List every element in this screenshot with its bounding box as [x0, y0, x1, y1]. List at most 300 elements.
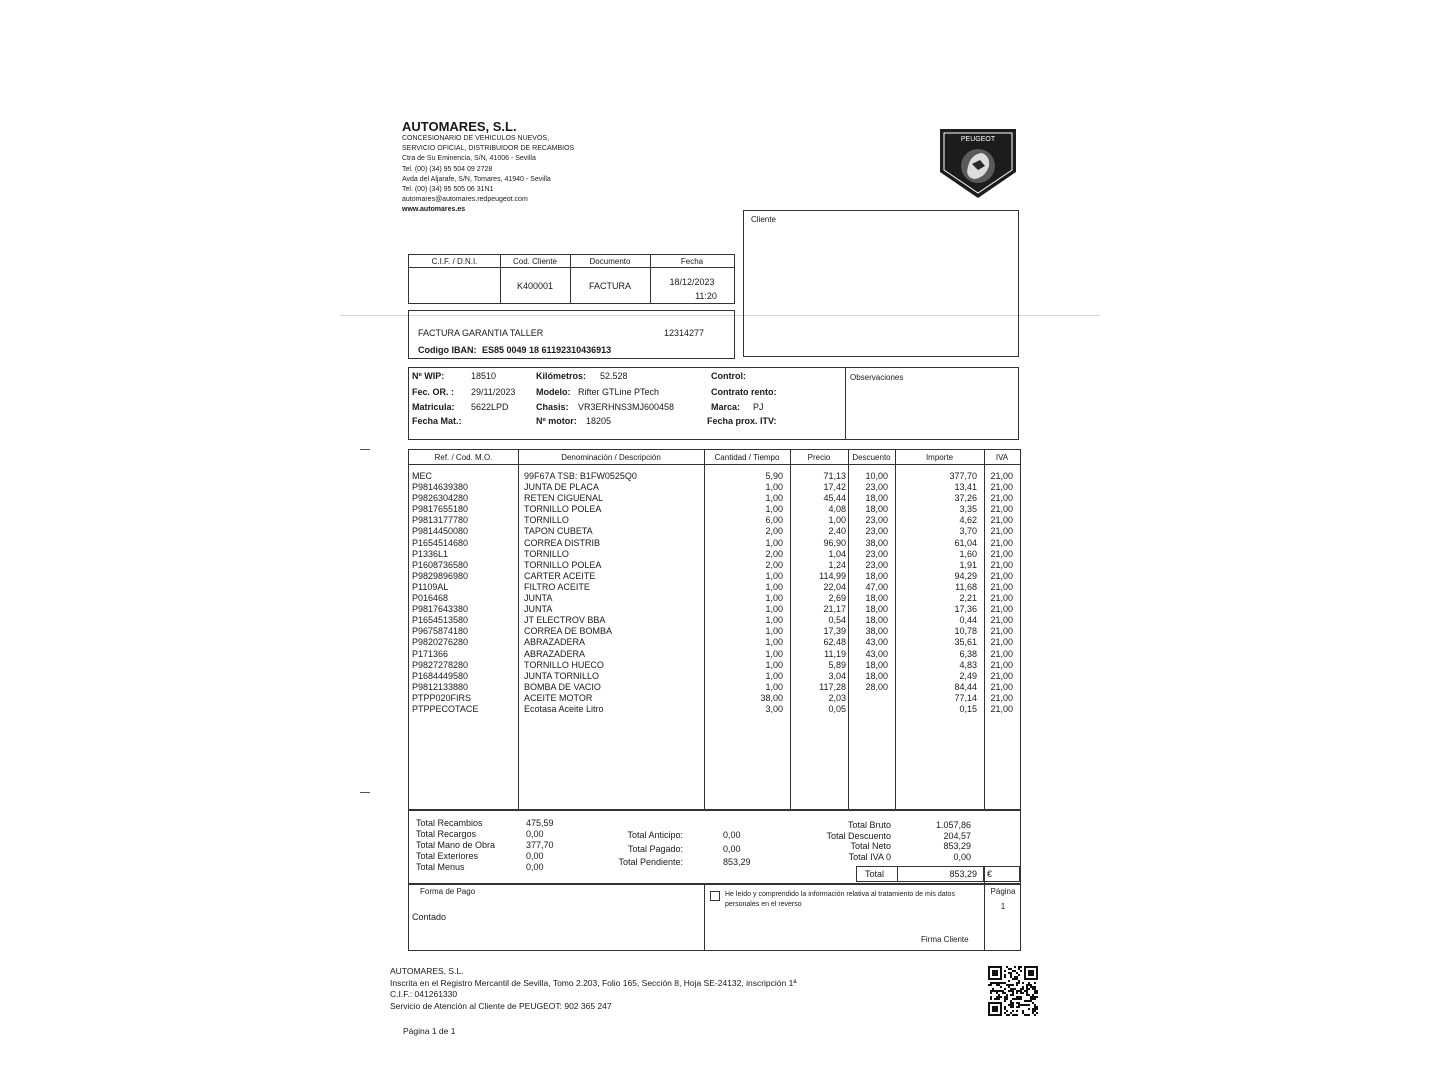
totals-row — [416, 862, 566, 873]
qr-module — [998, 998, 1000, 1000]
cell-desc: 99F67A TSB: B1FW0525Q0 — [524, 471, 637, 481]
cell-imp: 0,44 — [959, 615, 977, 626]
qr-module — [1006, 966, 1008, 968]
total-value: 853,29 — [949, 869, 977, 879]
totals-row — [416, 818, 566, 829]
modelo-label: Modelo: — [536, 387, 571, 397]
cell-imp: 94,29 — [954, 570, 977, 581]
cell-ref: P9820276280 — [412, 637, 469, 648]
cell-qty: 1,00 — [765, 593, 783, 604]
qr-module — [1034, 1006, 1036, 1008]
footer-line: AUTOMARES, S.L. — [390, 966, 464, 976]
qr-module — [1004, 974, 1006, 976]
cell-price: 71,13 — [823, 471, 846, 481]
column-imp — [897, 471, 977, 715]
cell-qty: 1,00 — [765, 648, 783, 659]
iban-label: Codigo IBAN: — [418, 345, 477, 355]
cell-ref: MEC — [412, 471, 432, 481]
qr-module — [1020, 992, 1022, 994]
cell-ref: P9675874180 — [412, 626, 469, 637]
invoice-type-title: FACTURA GARANTIA TALLER — [418, 328, 544, 338]
qr-module — [992, 988, 994, 990]
qr-module — [1008, 968, 1010, 970]
cell-qty: 38,00 — [760, 692, 783, 703]
cell-imp: 1,60 — [959, 548, 977, 559]
qr-module — [1024, 1014, 1026, 1016]
cell-qty: 1,00 — [765, 681, 783, 692]
qr-module — [994, 990, 996, 992]
qr-module — [1036, 990, 1038, 992]
cell-desc: TORNILLO — [524, 548, 569, 559]
cell-imp: 35,61 — [954, 637, 977, 648]
firma-label: Firma Cliente — [921, 935, 969, 944]
qr-module — [1008, 990, 1010, 992]
cell-price: 62,48 — [823, 637, 846, 648]
cell-imp: 84,44 — [954, 681, 977, 692]
cell-imp: 1,91 — [959, 559, 977, 570]
qr-module — [1010, 1012, 1012, 1014]
totals-right — [789, 820, 979, 862]
qr-module — [1012, 984, 1014, 986]
totals-value: 0,00 — [723, 830, 741, 840]
qr-module — [1000, 990, 1002, 992]
header-label-documento: Documento — [589, 257, 631, 266]
cell-disc: 18,00 — [865, 659, 888, 670]
qr-module — [1022, 988, 1024, 990]
cell-ref: P9827278280 — [412, 659, 469, 670]
cell-price: 2,03 — [828, 692, 846, 703]
qr-module — [1026, 1004, 1028, 1006]
qr-module — [990, 984, 992, 986]
qr-module — [1004, 982, 1006, 984]
cell-disc: 18,00 — [865, 493, 888, 504]
cell-iva: 21,00 — [990, 615, 1013, 626]
cell-desc: CARTER ACEITE — [524, 570, 596, 581]
cell-ref: P9813177780 — [412, 515, 469, 526]
qr-module — [1010, 984, 1012, 986]
modelo-value: Rifter GTLine PTech — [578, 387, 660, 397]
totals-value: 0,00 — [953, 851, 971, 862]
qr-module — [1016, 998, 1018, 1000]
qr-module — [1034, 1010, 1036, 1012]
cell-desc: ACEITE MOTOR — [524, 692, 593, 703]
cell-imp: 2,49 — [959, 670, 977, 681]
totals-row — [789, 841, 979, 852]
qr-module — [1014, 988, 1016, 990]
qr-module — [1010, 972, 1012, 974]
qr-module — [1028, 1000, 1030, 1002]
qr-module — [992, 970, 998, 976]
qr-module — [1026, 988, 1028, 990]
totals-label: Total IVA 0 — [848, 851, 891, 862]
qr-module — [1012, 1006, 1014, 1008]
company-line: automares@automares.redpeugeot.com — [402, 196, 528, 204]
footer — [390, 966, 950, 1037]
footer-page: Página 1 de 1 — [403, 1026, 456, 1036]
qr-module — [1010, 1000, 1012, 1002]
km-label: Kilómetros: — [536, 371, 587, 381]
qr-module — [1010, 988, 1012, 990]
cell-qty: 5,90 — [765, 471, 783, 481]
cell-imp: 3,35 — [959, 504, 977, 515]
qr-module — [1010, 976, 1012, 978]
qr-module — [1036, 1006, 1038, 1008]
qr-module — [1006, 1014, 1008, 1016]
totals-label: Total Exteriores — [416, 851, 479, 861]
qr-module — [1018, 974, 1020, 976]
cell-disc — [850, 693, 888, 704]
cell-price: 0,05 — [828, 703, 846, 714]
company-line: SERVICIO OFICIAL, DISTRIBUIDOR DE RECAMBIOS — [402, 145, 575, 153]
cell-iva: 21,00 — [990, 681, 1013, 692]
cell-imp: 4,62 — [959, 515, 977, 526]
qr-module — [1028, 994, 1030, 996]
chasis-label: Chasis: — [536, 402, 569, 412]
logo-text: PEUGEOT — [960, 136, 996, 143]
cell-price: 17,42 — [823, 482, 846, 493]
cell-imp: 2,21 — [959, 593, 977, 604]
cell-imp: 61,04 — [954, 537, 977, 548]
cell-imp: 6,38 — [959, 648, 977, 659]
totals-value: 1.057,86 — [935, 820, 971, 830]
qr-module — [1020, 1004, 1022, 1006]
qr-module — [1036, 1008, 1038, 1010]
qr-module — [1014, 978, 1016, 980]
totals-value: 204,57 — [943, 830, 971, 841]
totals-row — [599, 857, 779, 871]
qr-module — [996, 996, 998, 998]
qr-module — [994, 982, 996, 984]
scan-mark — [360, 449, 370, 450]
control-label: Control: — [711, 371, 746, 381]
totals-value: 0,00 — [723, 843, 741, 854]
matricula-label: Matricula: — [412, 402, 455, 412]
invoice-type-box — [408, 310, 735, 359]
qr-module — [1034, 990, 1036, 992]
qr-module — [1030, 996, 1032, 998]
qr-module — [1018, 982, 1020, 984]
totals-value: 853,29 — [943, 841, 971, 851]
cell-desc: TORNILLO POLEA — [524, 504, 602, 515]
cell-iva: 21,00 — [990, 548, 1013, 559]
client-label: Cliente — [751, 215, 776, 224]
qr-module — [1002, 992, 1004, 994]
qr-module — [1006, 1010, 1008, 1012]
qr-module — [1018, 1004, 1020, 1006]
qr-module — [1004, 998, 1006, 1000]
totals-label: Total Recargos — [416, 829, 477, 839]
totals-label: Total Pagado: — [627, 843, 683, 854]
cell-disc: 23,00 — [865, 526, 888, 537]
totals-mid — [599, 830, 779, 871]
qr-module — [1026, 990, 1028, 992]
qr-module — [1034, 986, 1036, 988]
cell-price: 1,04 — [828, 548, 846, 559]
cell-disc: 18,00 — [865, 570, 888, 581]
peugeot-logo — [936, 126, 1020, 200]
qr-module — [1008, 980, 1010, 982]
invoice-number: 12314277 — [664, 328, 705, 338]
header-fecha-value: 18/12/2023 — [669, 277, 715, 287]
qr-module — [1032, 986, 1034, 988]
qr-module — [1028, 1008, 1030, 1010]
payment-label: Forma de Pago — [420, 887, 476, 896]
qr-module — [1016, 1014, 1018, 1016]
cell-ref: P9814639380 — [412, 482, 469, 493]
company-address-lines — [402, 134, 722, 205]
qr-module — [1018, 996, 1020, 998]
wip-label: Nº WIP: — [412, 371, 445, 381]
cell-qty: 1,00 — [765, 570, 783, 581]
qr-module — [1004, 992, 1006, 994]
totals-row — [789, 820, 979, 831]
totals-value: 0,00 — [526, 862, 544, 872]
cell-price: 11,19 — [824, 648, 846, 659]
cell-disc: 18,00 — [865, 615, 888, 626]
qr-module — [1014, 998, 1016, 1000]
totals-value: 377,70 — [526, 840, 554, 850]
qr-module — [1034, 1004, 1036, 1006]
footer-line: Servicio de Atención al Cliente de PEUGEOT: 902 365 247 — [390, 1000, 612, 1011]
items-table — [408, 449, 1021, 811]
cell-qty: 1,00 — [765, 626, 783, 637]
cell-price: 2,40 — [828, 526, 846, 537]
cell-qty: 1,00 — [765, 581, 783, 592]
qr-module — [1004, 996, 1006, 998]
col-header-disc: Descuento — [852, 453, 891, 462]
qr-module — [1034, 998, 1036, 1000]
qr-module — [1028, 984, 1030, 986]
qr-module — [1032, 1008, 1034, 1010]
cell-desc: JUNTA TORNILLO — [524, 670, 600, 681]
qr-module — [1010, 974, 1012, 976]
cell-price: 96,90 — [823, 537, 846, 548]
qr-module — [1010, 1002, 1012, 1004]
qr-module — [1012, 978, 1014, 980]
totals-label: Total Anticipo: — [627, 830, 683, 840]
cell-disc: 23,00 — [865, 559, 888, 570]
cell-price: 17,39 — [823, 626, 846, 637]
cell-iva: 21,00 — [990, 593, 1013, 604]
cell-price: 117,28 — [819, 681, 846, 692]
totals-label: Total Bruto — [847, 820, 891, 830]
qr-module — [1022, 982, 1024, 984]
qr-module — [1000, 982, 1002, 984]
company-line: Tel. (00) (34) 95 504 09 2728 — [402, 165, 493, 173]
consent-checkbox[interactable] — [710, 891, 720, 901]
cell-disc: 10,00 — [865, 471, 888, 481]
header-table — [408, 254, 735, 304]
qr-module — [1010, 968, 1012, 970]
col-header-price: Precio — [807, 453, 831, 462]
header-cliente-value: K400001 — [516, 281, 554, 291]
qr-module — [998, 990, 1000, 992]
qr-module — [1006, 996, 1008, 998]
qr-module — [1010, 1006, 1012, 1008]
col-header-ref: Ref. / Cod. M.O. — [434, 453, 493, 462]
km-value: 52.528 — [600, 371, 628, 381]
total-label: Total — [865, 869, 885, 879]
col-header-imp: Importe — [925, 453, 954, 462]
cell-price: 1,00 — [828, 515, 846, 526]
cell-iva: 21,00 — [990, 648, 1013, 659]
cell-disc: 18,00 — [865, 670, 888, 681]
cell-price: 5,89 — [828, 659, 846, 670]
cell-imp: 11,68 — [955, 581, 977, 592]
qr-module — [1008, 1004, 1010, 1006]
qr-module — [1022, 1010, 1024, 1012]
cell-imp: 0,15 — [959, 703, 977, 714]
cell-disc: 23,00 — [865, 515, 888, 526]
cell-desc: BOMBA DE VACIO — [524, 681, 601, 692]
totals-row — [789, 852, 979, 863]
cell-ref: P1654513580 — [412, 615, 469, 626]
cell-ref: PTPPECOTACE — [412, 703, 479, 714]
pagina-label: Página — [990, 887, 1016, 896]
totals-label: Total Mano de Obra — [416, 840, 496, 850]
cell-price: 0,54 — [828, 615, 846, 626]
cell-qty: 1,00 — [765, 482, 783, 493]
qr-module — [1012, 988, 1014, 990]
cell-qty: 1,00 — [765, 670, 783, 681]
qr-module — [1004, 970, 1006, 972]
qr-module — [1006, 998, 1008, 1000]
qr-module — [990, 982, 992, 984]
qr-module — [1028, 988, 1030, 990]
qr-module — [1020, 996, 1022, 998]
cell-price: 4,08 — [828, 504, 846, 515]
qr-module — [1014, 970, 1016, 972]
cell-iva: 21,00 — [990, 570, 1013, 581]
qr-module — [1022, 1004, 1024, 1006]
observaciones-label: Observaciones — [850, 373, 904, 382]
qr-module — [1028, 1014, 1030, 1016]
cell-ref: P1654514680 — [412, 537, 469, 548]
qr-module — [1010, 994, 1012, 996]
qr-module — [1012, 990, 1014, 992]
qr-module — [1020, 998, 1022, 1000]
qr-module — [998, 982, 1000, 984]
totals-row — [789, 831, 979, 842]
qr-module — [1032, 994, 1034, 996]
qr-module — [1022, 1012, 1024, 1014]
qr-module — [1004, 1000, 1006, 1002]
cell-iva: 21,00 — [990, 581, 1013, 592]
totals-row — [599, 844, 779, 858]
consent-text: He leído y comprendido la información relativa al tratamiento de mis datos personales en el reverso — [725, 891, 955, 908]
cell-imp: 10,78 — [954, 626, 977, 637]
qr-module — [1026, 994, 1028, 996]
qr-module — [1014, 1014, 1016, 1016]
qr-module — [1016, 992, 1018, 994]
totals-value: 0,00 — [526, 851, 544, 861]
cell-qty: 1,00 — [765, 659, 783, 670]
qr-module — [1020, 990, 1022, 992]
qr-module — [1016, 976, 1018, 978]
qr-module — [1036, 996, 1038, 998]
cell-ref: P1336L1 — [412, 548, 449, 559]
qr-module — [1034, 1008, 1036, 1010]
cell-ref: PTPP020FIRS — [412, 692, 472, 703]
header-label-cif: C.I.F. / D.N.I. — [431, 257, 478, 266]
qr-module — [1036, 992, 1038, 994]
cell-disc: 43,00 — [865, 648, 888, 659]
qr-module — [996, 990, 998, 992]
cell-ref: P1684449580 — [412, 670, 469, 681]
qr-module — [992, 990, 994, 992]
cell-imp: 37,26 — [954, 493, 977, 504]
footer-line: Inscrita en el Registro Mercantil de Sevilla, Tomo 2.203, Folio 165, Sección 8, Hoja SE-24132, inscripción 1ª — [390, 977, 797, 988]
qr-module — [1020, 988, 1022, 990]
header-label-fecha: Fecha — [680, 257, 704, 266]
cell-iva: 21,00 — [990, 659, 1013, 670]
cell-qty: 3,00 — [765, 703, 783, 714]
qr-module — [1026, 984, 1028, 986]
qr-module — [1026, 986, 1028, 988]
qr-module — [1006, 984, 1008, 986]
qr-module — [1004, 988, 1006, 990]
qr-module — [1012, 1014, 1014, 1016]
qr-module — [1018, 980, 1020, 982]
cell-price: 45,44 — [823, 493, 846, 504]
column-iva — [986, 471, 1013, 715]
qr-module — [1016, 972, 1018, 974]
cell-iva: 21,00 — [990, 703, 1013, 714]
total-currency: € — [987, 869, 993, 879]
cell-ref: P9812133880 — [412, 681, 469, 692]
qr-module — [996, 984, 998, 986]
cell-price: 3,04 — [828, 670, 846, 681]
qr-module — [1016, 978, 1018, 980]
column-price — [792, 471, 846, 715]
cell-desc: JT ELECTROV BBA — [524, 615, 606, 626]
qr-module — [1022, 986, 1024, 988]
cell-iva: 21,00 — [990, 471, 1013, 481]
cell-qty: 1,00 — [765, 604, 783, 615]
iban-value: ES85 0049 18 61192310436913 — [482, 345, 612, 355]
qr-module — [1004, 1008, 1006, 1010]
qr-module — [1000, 986, 1002, 988]
cell-disc: 18,00 — [865, 604, 888, 615]
qr-module — [1032, 988, 1034, 990]
qr-module — [1008, 972, 1010, 974]
cell-ref: P9817643380 — [412, 604, 469, 615]
qr-module — [1004, 976, 1006, 978]
col-header-qty: Cantidad / Tiempo — [714, 453, 780, 462]
motor-value: 18205 — [586, 416, 612, 426]
qr-module — [998, 994, 1000, 996]
client-box — [743, 210, 1019, 357]
qr-module — [996, 998, 998, 1000]
cell-desc: CORREA DISTRIB — [524, 537, 601, 548]
totals-left — [416, 818, 566, 873]
cell-ref: P1109AL — [412, 581, 449, 592]
fec-value: 29/11/2023 — [471, 387, 516, 397]
cell-qty: 1,00 — [765, 493, 783, 504]
cell-disc: 38,00 — [865, 537, 888, 548]
qr-module — [992, 1006, 998, 1012]
qr-module — [998, 984, 1000, 986]
company-web: www.automares.es — [402, 206, 466, 214]
cell-desc: ABRAZADERA — [524, 648, 586, 659]
qr-module — [1016, 982, 1018, 984]
cell-desc: FILTRO ACEITE — [524, 581, 590, 592]
qr-module — [1024, 1000, 1026, 1002]
cell-iva: 21,00 — [990, 515, 1013, 526]
totals-label: Total Descuento — [826, 830, 891, 841]
totals-value: 853,29 — [723, 857, 751, 867]
qr-module — [1008, 1014, 1010, 1016]
